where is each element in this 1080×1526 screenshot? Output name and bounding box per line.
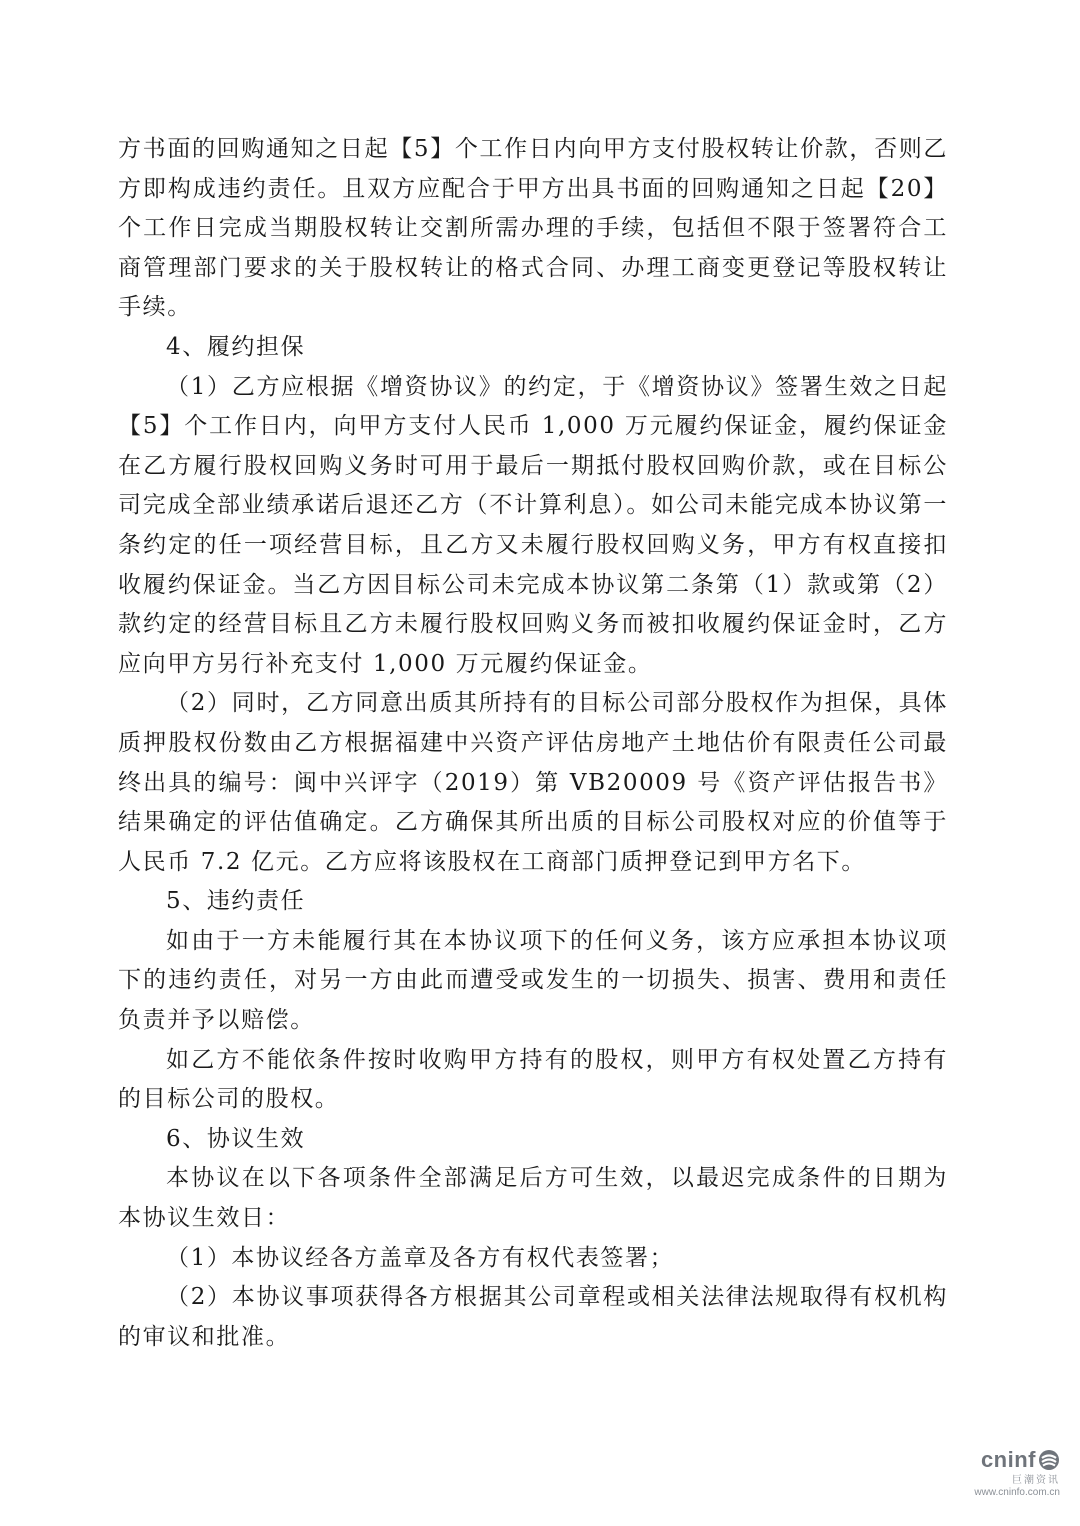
cninfo-logo-icon <box>1038 1449 1060 1471</box>
section-heading-performance-guarantee: 4、履约担保 <box>166 333 306 360</box>
section-heading-breach-liability: 5、违约责任 <box>166 888 306 915</box>
paragraph-condition-2: （2）本协议事项获得各方根据其公司章程或相关法律法规取得有权机构的审议和批准。 <box>118 1284 948 1350</box>
cninfo-watermark <box>974 1447 1060 1498</box>
watermark-brand: cninf <box>980 1447 1036 1472</box>
paragraph-equity-pledge: （2）同时，乙方同意出质其所持有的目标公司部分股权作为担保，具体质押股权份数由乙方根据福建中兴资产评估房地产土地估价有限责任公司最终出具的编号：闽中兴评字（2019）第 VB20009 号《资产评估报告书》结果确定的评估值确定。乙方确保其所出质的目标公司股权对应的价值等于人民币 7.2 亿元。乙方应将该股权在工商部门质押登记到甲方名下。 <box>118 690 948 875</box>
paragraph-condition-1: （1）本协议经各方盖章及各方有权代表签署； <box>166 1244 675 1271</box>
paragraph-repurchase-payment: 方书面的回购通知之日起【5】个工作日内向甲方支付股权转让价款，否则乙方即构成违约责任。且双方应配合于甲方出具书面的回购通知之日起【20】个工作日完成当期股权转让交割所需办理的手续，包括但不限于签署符合工商管理部门要求的关于股权转让的格式合同、办理工商变更登记等股权转让手续。 <box>118 136 948 321</box>
watermark-chinese: 巨潮资讯 <box>1012 1475 1060 1486</box>
document-body <box>118 130 948 1357</box>
watermark-logo <box>974 1447 1060 1473</box>
paragraph-effectiveness-conditions: 本协议在以下各项条件全部满足后方可生效，以最迟完成条件的日期为本协议生效日： <box>118 1165 948 1232</box>
paragraph-guarantee-deposit: （1）乙方应根据《增资协议》的约定，于《增资协议》签署生效之日起【5】个工作日内，向甲方支付人民币 1,000 万元履约保证金，履约保证金在乙方履行股权回购义务时可用于最后一期抵付股权回购价款，或在目标公司完成全部业绩承诺后退还乙方（不计算利息）。如公司未能完成本协议第一条约定的任一项经营目标，且乙方又未履行股权回购义务，甲方有权直接扣收履约保证金。当乙方因目标公司未完成本协议第二条第（1）款或第（2）款约定的经营目标且乙方未履行股权回购义务而被扣收履约保证金时，乙方应向甲方另行补充支付 1,000 万元履约保证金。 <box>118 373 948 677</box>
paragraph-equity-disposal: 如乙方不能依条件按时收购甲方持有的股权，则甲方有权处置乙方持有的目标公司的股权。 <box>118 1046 948 1113</box>
paragraph-breach-compensation: 如由于一方未能履行其在本协议项下的任何义务，该方应承担本协议项下的违约责任，对另一方由此而遭受或发生的一切损失、损害、费用和责任负责并予以赔偿。 <box>118 927 948 1034</box>
watermark-url: www.cninfo.com.cn <box>974 1487 1060 1498</box>
section-heading-agreement-effectiveness: 6、协议生效 <box>166 1125 306 1152</box>
